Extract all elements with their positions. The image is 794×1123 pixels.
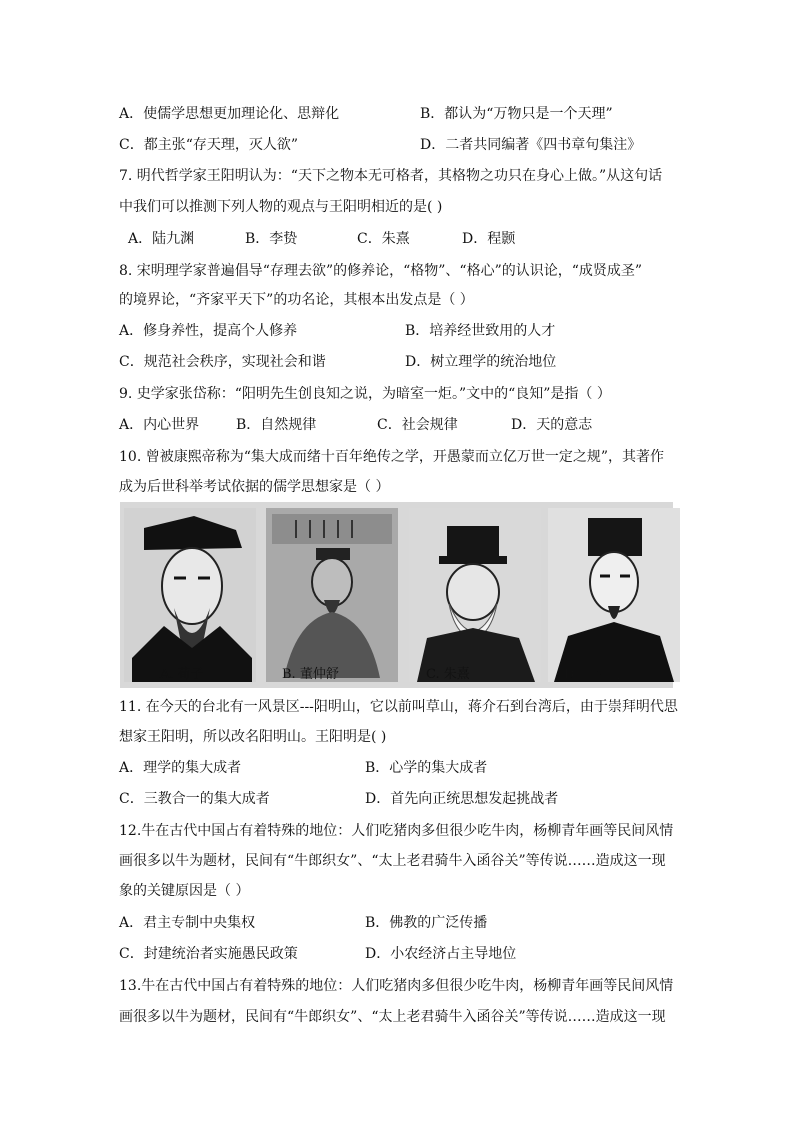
- q11-stem-line2: 想家王阳明，所以改名阳明山。王阳明是( ): [119, 729, 387, 745]
- q6-option-d: D．二者共同编著《四书章句集注》: [420, 137, 642, 153]
- q8-option-b: B．培养经世致用的人才: [405, 323, 556, 339]
- q8-option-d: D．树立理学的统治地位: [405, 354, 557, 370]
- q8-option-a: A．修身养性，提高个人修养: [119, 323, 298, 339]
- q12-option-d: D．小农经济占主导地位: [365, 946, 517, 962]
- portrait-zhu-xi-image: [409, 508, 541, 682]
- q7-option-c: C．朱熹: [357, 231, 410, 247]
- q9-option-b: B．自然规律: [236, 417, 317, 433]
- q8-stem-line2: 的境界论，“齐家平天下”的功名论，其根本出发点是（ ）: [119, 292, 474, 308]
- q6-option-c: C．都主张“存天理，灭人欲”: [119, 137, 299, 153]
- q9-option-c: C．社会规律: [377, 417, 458, 433]
- portrait-label-c: C. 朱熹: [426, 667, 470, 682]
- portrait-label-a: A. 荀子: [160, 667, 204, 682]
- q9-option-d: D．天的意志: [511, 417, 593, 433]
- q12-option-c: C．封建统治者实施愚民政策: [119, 946, 298, 962]
- q11-option-a: A．理学的集大成者: [119, 760, 242, 776]
- q8-option-c: C．规范社会秩序，实现社会和谐: [119, 354, 326, 370]
- portrait-figure: [120, 502, 673, 688]
- q10-stem-line1: 10. 曾被康熙帝称为“集大成而绪十百年绝传之学，开愚蒙而立亿万世一定之规”，其著作: [119, 449, 665, 465]
- q7-stem-line2: 中我们可以推测下列人物的观点与王阳明相近的是( ): [119, 199, 443, 215]
- portrait-wang-yangming-image: [548, 508, 680, 682]
- q10-stem-line2: 成为后世科举考试依据的儒学思想家是（ ）: [119, 479, 390, 495]
- q11-stem-line1: 11. 在今天的台北有一风景区---阳明山，它以前叫草山，蒋介石到台湾后，由于崇拜明代思: [119, 699, 678, 715]
- portrait-dong-zhongshu-image: [266, 508, 398, 682]
- q12-stem-line1: 12.牛在古代中国占有着特殊的地位：人们吃猪肉多但很少吃牛肉，杨柳青年画等民间风情: [119, 823, 674, 839]
- q6-option-a: A．使儒学思想更加理论化、思辩化: [119, 106, 340, 122]
- q12-stem-line2: 画很多以牛为题材，民间有“牛郎织女”、“太上老君骑牛入函谷关”等传说……造成这一现: [119, 853, 666, 869]
- portrait-label-b: B. 董仲舒: [282, 667, 339, 682]
- q11-option-b: B．心学的集大成者: [365, 760, 488, 776]
- portrait-label-d: D. 王阳明: [564, 667, 622, 682]
- q11-option-d: D．首先向正统思想发起挑战者: [365, 791, 559, 807]
- q6-option-b: B．都认为“万物只是一个天理”: [420, 106, 613, 122]
- q12-option-b: B．佛教的广泛传播: [365, 915, 488, 931]
- q13-stem-line1: 13.牛在古代中国占有着特殊的地位：人们吃猪肉多但很少吃牛肉，杨柳青年画等民间风情: [119, 978, 674, 994]
- q8-stem-line1: 8. 宋明理学家普遍倡导“存理去欲”的修养论，“格物”、“格心”的认识论，“成贤成圣”: [119, 263, 643, 279]
- q9-option-a: A．内心世界: [119, 417, 200, 433]
- q7-option-d: D．程颢: [462, 231, 516, 247]
- q13-stem-line2: 画很多以牛为题材，民间有“牛郎织女”、“太上老君骑牛入函谷关”等传说……造成这一现: [119, 1009, 666, 1025]
- q7-option-a: A．陆九渊: [128, 231, 195, 247]
- q11-option-c: C．三教合一的集大成者: [119, 791, 270, 807]
- portrait-xunzi-image: [124, 508, 256, 682]
- q7-option-b: B．李贽: [245, 231, 298, 247]
- q7-stem-line1: 7. 明代哲学家王阳明认为：“天下之物本无可格者，其格物之功只在身心上做。”从这句话: [119, 168, 663, 184]
- q12-stem-line3: 象的关键原因是（ ）: [119, 883, 250, 899]
- q12-option-a: A．君主专制中央集权: [119, 915, 256, 931]
- q9-stem-line1: 9. 史学家张岱称：“阳明先生创良知之说，为暗室一炬。”文中的“良知”是指（ ）: [119, 386, 611, 402]
